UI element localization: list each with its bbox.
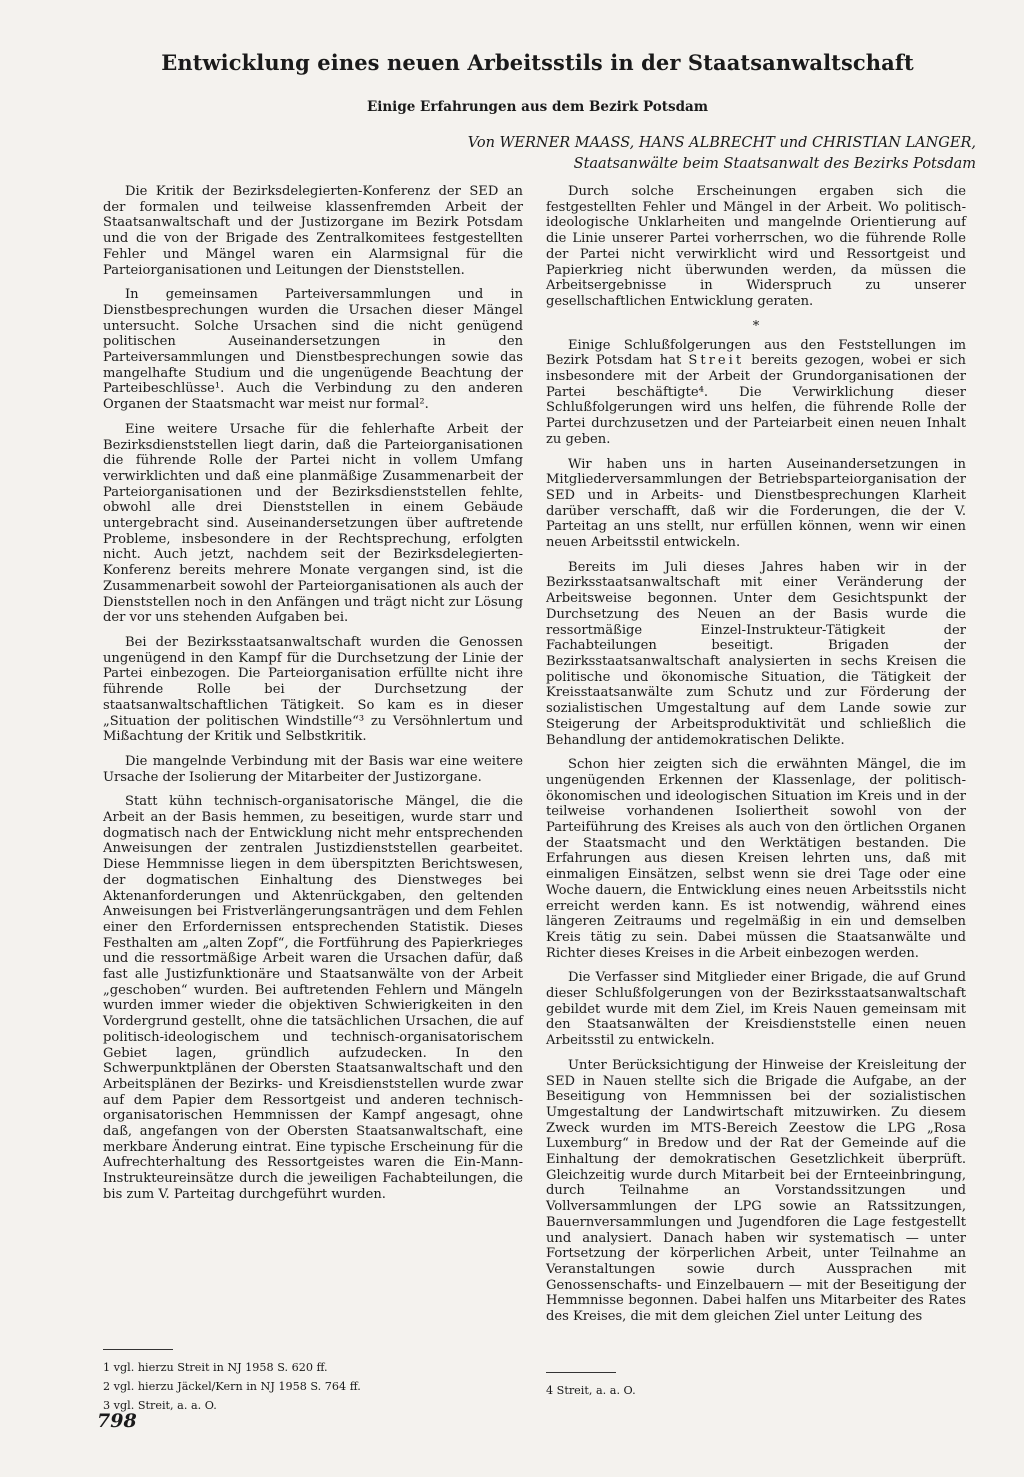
paragraph: Die mangelnde Verbindung mit der Basis war eine weitere Ursache der Isolierung der Mitarbeiter der Justizorgane. — [103, 753, 523, 785]
paragraph: Statt kühn technisch-organisatorische Mängel, die die Arbeit an der Basis hemmen, zu beseitigen, wurde starr und dogmatisch nach der Entwicklung nicht mehr entsprechenden Anweisungen der zentralen Justizdienststellen gearbeitet. Diese Hemmnisse liegen in dem überspitzten Berichtswesen, der dogmatischen Einhaltung des Dienstweges bei Aktenanforderungen und Aktenrückgaben, den geltenden Anweisungen bei Fristverlängerungsanträgen und dem Fehlen einer den Erfordernissen entsprechenden Statistik. Dieses Festhalten am „alten Zopf“, die Fortführung des Papierkrieges und die ressortmäßige Arbeit waren die Ursachen dafür, daß fast alle Justizfunktionäre und Staatsanwälte von der Arbeit „geschoben“ wurden. Bei auftretenden Fehlern und Mängeln wurden immer wieder die objektiven Schwierigkeiten in den Vordergrund gestellt, ohne die tatsächlichen Ursachen, die auf politisch-ideologischem und technisch-organisatorischem Gebiet lagen, gründlich aufzudecken. In den Schwerpunktplänen der Obersten Staatsanwaltschaft und den Arbeitsplänen der Bezirks- und Kreisdienststellen wurde zwar auf dem Papier dem Ressortgeist und anderen technisch-organisatorischen Hemmnissen der Kampf angesagt, ohne daß, angefangen von der Obersten Staatsanwaltschaft, eine merkbare Änderung eintrat. Eine typische Erscheinung für die Aufrechterhaltung des Ressortgeistes waren die Ein-Mann-Instrukteureinsätze durch die jeweiligen Fachabteilungen, die bis zum V. Parteitag durchgeführt wurden. — [103, 794, 523, 1202]
paragraph: Bei der Bezirksstaatsanwaltschaft wurden die Genossen ungenügend in den Kampf für die Durchsetzung der Linie der Partei einbezogen. Die Parteiorganisation erfüllte nicht ihre führende Rolle bei der Durchsetzung der staatsanwaltschaftlichen Tätigkeit. So kam es in dieser „Situation der politischen Windstille“³ zu Versöhnlertum und Mißachtung der Kritik und Selbstkritik. — [103, 634, 523, 745]
footnote: 4 Streit, a. a. O. — [546, 1384, 636, 1397]
paragraph: Eine weitere Ursache für die fehlerhafte Arbeit der Bezirksdienststellen liegt darin, daß die Parteiorganisationen die führende Rolle der Partei nicht in vollem Umfang verwirklichten und daß eine planmäßige Zusammenarbeit der Parteiorganisationen und der Bezirksdienststellen fehlte, obwohl alle drei Dienststellen in einem Gebäude untergebracht sind. Auseinandersetzungen über auftretende Probleme, insbesondere in der Rechtsprechung, erfolgten nicht. Auch jetzt, nachdem seit der Bezirksdelegierten-Konferenz bereits mehrere Monate vergangen sind, ist die Zusammenarbeit sowohl der Parteiorganisationen als auch der Dienststellen noch in den Anfängen und trägt nicht zur Lösung der vor uns stehenden Aufgaben bei. — [103, 421, 523, 626]
paragraph: Die Verfasser sind Mitglieder einer Brigade, die auf Grund dieser Schlußfolgerungen von der Bezirksstaatsanwaltschaft gebildet wurde mit dem Ziel, im Kreis Nauen gemeinsam mit den Staatsanwälten der Kreisdienststelle einen neuen Arbeitsstil zu entwickeln. — [546, 970, 966, 1049]
footnotes-left — [103, 1335, 523, 1415]
footnote-rule — [103, 1349, 173, 1350]
article-title: Entwicklung eines neuen Arbeitsstils in der Staatsanwaltschaft — [161, 50, 914, 75]
authors-affiliation: Staatsanwälte beim Staatsanwalt des Bezirks Potsdam — [573, 156, 976, 172]
article-header — [95, 50, 980, 175]
authors-names: Von WERNER MAASS, HANS ALBRECHT und CHRISTIAN LANGER, — [467, 135, 976, 151]
paragraph: Schon hier zeigten sich die erwähnten Mängel, die im ungenügenden Erkennen der Klassenlage, der politisch-ökonomischen und ideologischen Situation im Kreis und in der teilweise vorhandenen Isoliertheit sowohl von der Parteiführung des Kreises als auch von den örtlichen Organen der Staatsmacht und den Werktätigen bestanden. Die Erfahrungen aus diesen Kreisen lehrten uns, daß mit einmaligen Einsätzen, selbst wenn sie drei Tage oder eine Woche dauern, die Entwicklung eines neuen Arbeitsstils nicht erreicht werden kann. Es ist notwendig, während eines längeren Zeitraums und regelmäßig in ein und demselben Kreis tätig zu sein. Dabei müssen die Staatsanwälte und Richter dieses Kreises in die Arbeit einbezogen werden. — [546, 757, 966, 961]
paragraph: In gemeinsamen Parteiversammlungen und in Dienstbesprechungen wurden die Ursachen dieser Mängel untersucht. Solche Ursachen sind die nicht genügend politischen Auseinandersetzungen in den Parteiversammlungen und Dienstbesprechungen sowie das mangelhafte Studium und die ungenügende Beachtung der Parteibeschlüsse¹. Auch die Verbindung zu den anderen Organen der Staatsmacht war meist nur formal². — [103, 287, 523, 413]
paragraph: Wir haben uns in harten Auseinandersetzungen in Mitgliederversammlungen der Betriebsparteiorganisation der SED und in Arbeits- und Dienstbesprechungen Klarheit darüber verschafft, daß wir die Forderungen, die der V. Parteitag an uns stellt, nur erfüllen können, wenn wir einen neuen Arbeitsstil entwickeln. — [546, 456, 966, 551]
paragraph-text: Einige Schlußfolgerungen aus den Feststellungen im Bezirk Potsdam hat — [546, 337, 966, 369]
footnote: 1 vgl. hierzu Streit in NJ 1958 S. 620 ff. — [103, 1361, 328, 1374]
section-separator: * — [752, 318, 760, 334]
paragraph — [546, 338, 966, 448]
right-column — [546, 184, 966, 1334]
author-name-spaced: Streit — [688, 353, 745, 369]
paragraph: Durch solche Erscheinungen ergaben sich die festgestellten Fehler und Mängel in der Arbeit. Wo politisch-ideologische Unklarheiten und mangelnde Orientierung auf die Linie unserer Partei vorherrschen, wo die führende Rolle der Partei nicht verwirklicht wird und Ressortgeist und Papierkrieg nicht überwunden werden, da müssen die Arbeitsergebnisse in Widerspruch zu unserer gesellschaftlichen Entwicklung geraten. — [546, 184, 966, 309]
footnote: 3 vgl. Streit, a. a. O. — [103, 1399, 217, 1412]
paragraph: Unter Berücksichtigung der Hinweise der Kreisleitung der SED in Nauen stellte sich die Brigade die Aufgabe, an der Beseitigung von Hemmnissen bei der sozialistischen Umgestaltung der Landwirtschaft mitzuwirken. Zu diesem Zweck wurden im MTS-Bereich Zeestow die LPG „Rosa Luxemburg“ in Bredow und der Rat der Gemeinde auf die Einhaltung der demokratischen Gesetzlichkeit überprüft. Gleichzeitig wurde durch Mitarbeit bei der Ernteeinbringung, durch Teilnahme an Vorstandssitzungen und Vollversammlungen der LPG sowie an Ratssitzungen, Bauernversammlungen und Jugendforen die Lage festgestellt und analysiert. Danach haben wir systematisch — unter Fortsetzung der körperlichen Arbeit, unter Teilnahme an Veranstaltungen sowie durch Aussprachen mit Genossenschafts- und Einzelbauern — mit der Beseitigung der Hemmnisse begonnen. Dabei halfen uns Mitarbeiter des Rates des Kreises, die mit dem gleichen Ziel unter Leitung des — [546, 1057, 966, 1325]
article-subtitle: Einige Erfahrungen aus dem Bezirk Potsdam — [366, 99, 709, 115]
footnote: 2 vgl. hierzu Jäckel/Kern in NJ 1958 S. 764 ff. — [103, 1380, 361, 1393]
left-column — [103, 184, 523, 1212]
footnotes-right — [546, 1358, 966, 1400]
paragraph: Bereits im Juli dieses Jahres haben wir in der Bezirksstaatsanwaltschaft mit einer Veränderung der Arbeitsweise begonnen. Unter dem Gesichtspunkt der Durchsetzung des Neuen an der Basis wurde die ressortmäßige Einzel-Instrukteur-Tätigkeit der Fachabteilungen beseitigt. Brigaden der Bezirksstaatsanwaltschaft analysierten in sechs Kreisen die politische und ökonomische Situation, die Tätigkeit der Kreisstaatsanwälte zum Schutz und zur Förderung der sozialistischen Umgestaltung auf dem Lande sowie zur Steigerung der Arbeitsproduktivität und schließlich die Behandlung der antidemokratischen Delikte. — [546, 559, 966, 748]
footnote-rule — [546, 1372, 616, 1373]
page-number: 798 — [97, 1410, 137, 1432]
authors-block — [95, 133, 980, 175]
paragraph: Die Kritik der Bezirksdelegierten-Konferenz der SED an der formalen und teilweise klassenfremden Arbeit der Staatsanwaltschaft und der Justizorgane im Bezirk Potsdam und die von der Brigade des Zentralkomitees festgestellten Fehler und Mängel waren ein Alarmsignal für die Parteiorganisationen und Leitungen der Dienststellen. — [103, 184, 523, 278]
paragraph-text: bereits gezogen, wobei er sich insbesondere mit der Arbeit der Grundorganisationen der Partei beschäftigte⁴. Die Verwirklichung dieser Schlußfolgerungen wird uns helfen, die führende Rolle der Partei durchzusetzen und der Parteiarbeit einen neuen Inhalt zu geben. — [546, 353, 966, 447]
